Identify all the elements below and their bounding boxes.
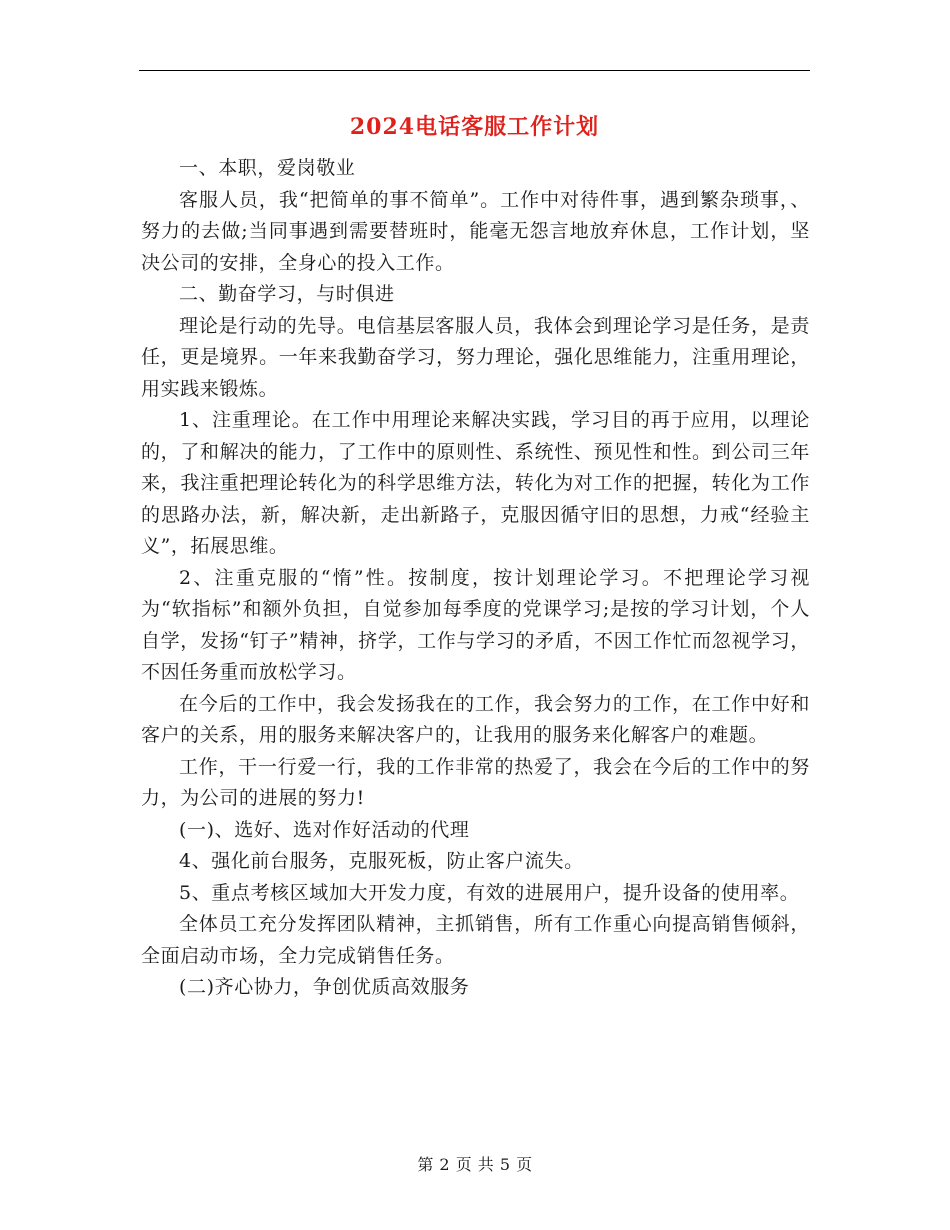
paragraph: 在今后的工作中，我会发扬我在的工作，我会努力的工作，在工作中好和客户的关系，用的服务来解决客户的，让我用的服务来化解客户的难题。: [141, 692, 810, 746]
list-item: 4、强化前台服务，克服死板，防止客户流失。: [179, 850, 584, 872]
section-heading-1: 一、本职，爱岗敬业: [179, 157, 356, 179]
subsection-heading-1: (一)、选好、选对作好活动的代理: [179, 818, 470, 841]
paragraph: 2、注重克服的“惰”性。按制度，按计划理论学习。不把理论学习视为“软指标”和额外负担，自觉参加每季度的党课学习;是按的学习计划，个人自学，发扬“钉子”精神，挤学，工作与学习的矛盾，不因工作忙而忽视学习，不因任务重而放松学习。: [141, 566, 810, 683]
paragraph: 客服人员，我“把简单的事不简单”。工作中对待件事，遇到繁杂琐事，、努力的去做;当同事遇到需要替班时，能毫无怨言地放弃休息，工作计划，坚决公司的安排，全身心的投入工作。: [141, 188, 810, 274]
paragraph: 全体员工充分发挥团队精神，主抓销售，所有工作重心向提高销售倾斜，全面启动市场，全力完成销售任务。: [141, 913, 810, 967]
paragraph: 工作，干一行爱一行，我的工作非常的热爱了，我会在今后的工作中的努力，为公司的进展的努力!: [141, 755, 810, 809]
header-rule: [139, 70, 810, 71]
paragraph: 理论是行动的先导。电信基层客服人员，我体会到理论学习是任务，是责任，更是境界。一年来我勤奋学习，努力理论，强化思维能力，注重用理论，用实践来锻炼。: [141, 314, 810, 400]
paragraph: 1、注重理论。在工作中用理论来解决实践，学习目的再于应用，以理论的，了和解决的能力，了工作中的原则性、系统性、预见性和性。到公司三年来，我注重把理论转化为的科学思维方法，转化为对工作的把握，转化为工作的思路办法，新，解决新，走出新路子，克服因循守旧的思想，力戒“经验主义”，拓展思维。: [141, 409, 810, 557]
list-item: 5、重点考核区域加大开发力度，有效的进展用户，提升设备的使用率。: [179, 881, 800, 904]
page-number-label: 第 2 页 共 5 页: [417, 1155, 533, 1174]
document-title: 2024电话客服工作计划: [349, 114, 600, 140]
page-footer: [0, 1152, 950, 1175]
document-body: [141, 153, 810, 1004]
subsection-heading-2: (二)齐心协力，争创优质高效服务: [179, 976, 470, 998]
section-heading-2: 二、勤奋学习，与时俱进: [179, 283, 395, 305]
